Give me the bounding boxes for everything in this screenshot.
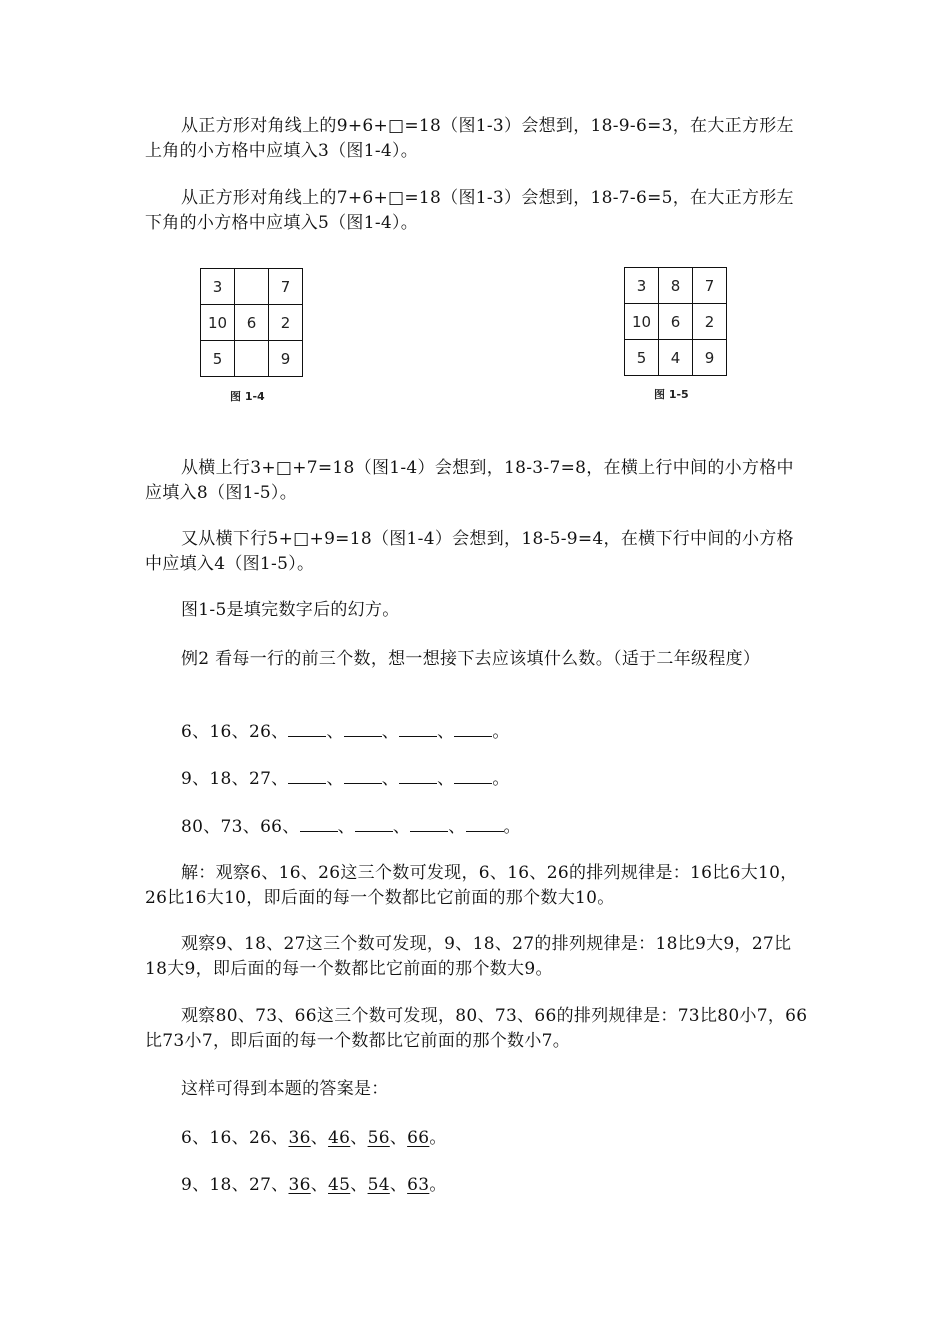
cell: 5 [625,340,659,376]
paragraph-bottom-row: 又从横下行5+□+9=18（图1-4）会想到，18-5-9=4，在横下行中间的小方格中应填入4（图1-5）。 [145,529,794,574]
paragraph-diagonal-2: 从正方形对角线上的7+6+□=18（图1-3）会想到，18-7-6=5，在大正方形左下角的小方格中应填入5（图1-4）。 [145,188,794,233]
answer-blank[interactable] [300,815,338,832]
figure-caption-1-5: 图 1-5 [654,388,689,401]
paragraph-solution-3: 观察80、73、66这三个数可发现，80、73、66的排列规律是：73比80小7，66比73小7，即后面的每一个数都比它前面的那个数小7。 [145,1006,808,1051]
answer-value: 46 [328,1128,351,1148]
cell: 4 [659,340,693,376]
answer-blank[interactable] [466,815,504,832]
answer-blank[interactable] [399,720,437,737]
cell: 6 [659,304,693,340]
answer-value: 36 [288,1175,311,1195]
paragraph-example-2: 例2 看每一行的前三个数，想一想接下去应该填什么数。（适于二年级程度） [181,649,761,669]
paragraph-top-row: 从横上行3+□+7=18（图1-4）会想到，18-3-7=8，在横上行中间的小方格中应填入8（图1-5）。 [145,458,794,503]
magic-square-fig-1-4 [200,268,303,377]
sequence-line-2: 9、18、27、 、 、 、 。 [181,769,510,789]
magic-square-fig-1-5 [624,267,727,376]
answer-blank[interactable] [410,815,448,832]
paragraph-solution-1: 解：观察6、16、26这三个数可发现，6、16、26的排列规律是：16比6大10，26比16大10，即后面的每一个数都比它前面的那个数大10。 [145,863,798,908]
answer-blank[interactable] [288,720,326,737]
sequence-line-3: 80、73、66、 、 、 、 。 [181,817,521,837]
cell: 9 [693,340,727,376]
paragraph-summary: 图1-5是填完数字后的幻方。 [181,600,400,620]
cell: 2 [269,305,303,341]
answer-blank[interactable] [344,720,382,737]
cell: 7 [693,268,727,304]
answer-line-2: 9、18、27、36、45、54、63。 [181,1175,447,1195]
sequence-prefix: 9、18、27、 [181,769,289,789]
cell: 10 [201,305,235,341]
answer-prefix: 6、16、26、 [181,1128,289,1148]
answer-line-1: 6、16、26、36、46、56、66。 [181,1128,447,1148]
answer-value: 45 [328,1175,351,1195]
answer-blank[interactable] [288,767,326,784]
paragraph-diagonal-1: 从正方形对角线上的9+6+□=18（图1-3）会想到，18-9-6=3，在大正方形左上角的小方格中应填入3（图1-4）。 [145,116,794,161]
cell: 6 [235,305,269,341]
answer-prefix: 9、18、27、 [181,1175,289,1195]
cell [235,269,269,305]
paragraph-solution-2: 观察9、18、27这三个数可发现，9、18、27的排列规律是：18比9大9，27比18大9，即后面的每一个数都比它前面的那个数大9。 [145,934,792,979]
cell: 3 [201,269,235,305]
answer-blank[interactable] [454,767,492,784]
figure-caption-1-4: 图 1-4 [230,390,265,403]
cell: 5 [201,341,235,377]
cell: 9 [269,341,303,377]
cell: 3 [625,268,659,304]
answer-value: 63 [407,1175,430,1195]
cell [235,341,269,377]
sequence-prefix: 6、16、26、 [181,722,289,742]
answer-blank[interactable] [399,767,437,784]
answer-value: 56 [367,1128,390,1148]
sequence-prefix: 80、73、66、 [181,817,300,837]
answer-blank[interactable] [344,767,382,784]
answer-value: 54 [367,1175,390,1195]
answer-blank[interactable] [355,815,393,832]
sequence-line-1: 6、16、26、 、 、 、 。 [181,722,510,742]
cell: 10 [625,304,659,340]
answer-blank[interactable] [454,720,492,737]
cell: 2 [693,304,727,340]
answer-value: 66 [407,1128,430,1148]
paragraph-answer-intro: 这样可得到本题的答案是： [181,1079,389,1099]
cell: 7 [269,269,303,305]
answer-value: 36 [288,1128,311,1148]
cell: 8 [659,268,693,304]
